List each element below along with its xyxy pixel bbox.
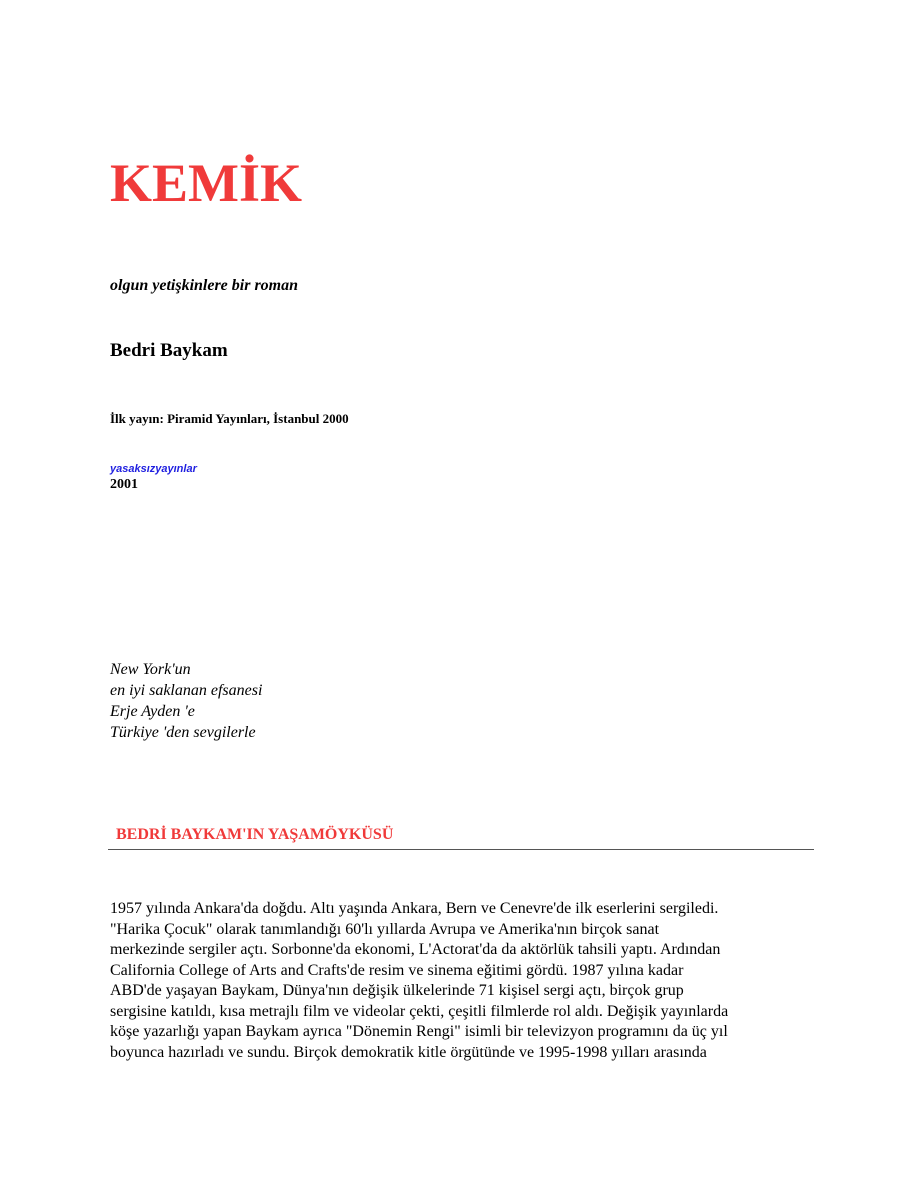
first-edition-note: İlk yayın: Piramid Yayınları, İstanbul 2000 <box>110 411 349 426</box>
biography-line: ABD'de yaşayan Baykam, Dünya'nın değişik ülkelerinde 71 kişisel sergi açtı, birçok grup <box>110 982 684 999</box>
dedication-line: Erje Ayden 'e <box>110 703 195 720</box>
heading-divider <box>108 849 814 850</box>
biography-line: 1957 yılında Ankara'da doğdu. Altı yaşında Ankara, Bern ve Cenevre'de ilk eserlerini sergiledi. <box>110 900 719 917</box>
biography-line: sergisine katıldı, kısa metrajlı film ve videolar çekti, çeşitli filmlerde rol aldı. Değişik yayınlarda <box>110 1002 729 1020</box>
book-subtitle: olgun yetişkinlere bir roman <box>110 277 299 294</box>
biography-line: merkezinde sergiler açtı. Sorbonne'da ekonomi, L'Actorat'da da aktörlük tahsili yaptı. Ardından <box>110 941 721 958</box>
biography-line: California College of Arts and Crafts'de resim ve sinema eğitimi gördü. 1987 yılına kadar <box>110 961 684 979</box>
publisher-name: yasaksızyayınlar <box>110 463 197 475</box>
dedication-line: New York'un <box>110 661 191 678</box>
biography-line: "Harika Çocuk" olarak tanımlandığı 60'lı yıllarda Avrupa ve Amerika'nın birçok sanat <box>110 920 660 938</box>
dedication-line: en iyi saklanan efsanesi <box>110 682 263 699</box>
author-name: Bedri Baykam <box>110 340 228 361</box>
book-title: KEMİK <box>110 153 303 213</box>
publication-year: 2001 <box>110 477 138 492</box>
dedication-line: Türkiye 'den sevgilerle <box>110 724 256 741</box>
biography-line: köşe yazarlığı yapan Baykam ayrıca "Dönemin Rengi" isimli bir televizyon programını da üç yıl <box>110 1023 728 1040</box>
dedication <box>110 659 262 743</box>
biography-heading: BEDRİ BAYKAM'IN YAŞAMÖYKÜSÜ <box>116 826 394 843</box>
biography-line: boyunca hazırladı ve sundu. Birçok demokratik kitle örgütünde ve 1995-1998 yılları arasında <box>110 1043 707 1061</box>
biography-text <box>110 899 818 1063</box>
